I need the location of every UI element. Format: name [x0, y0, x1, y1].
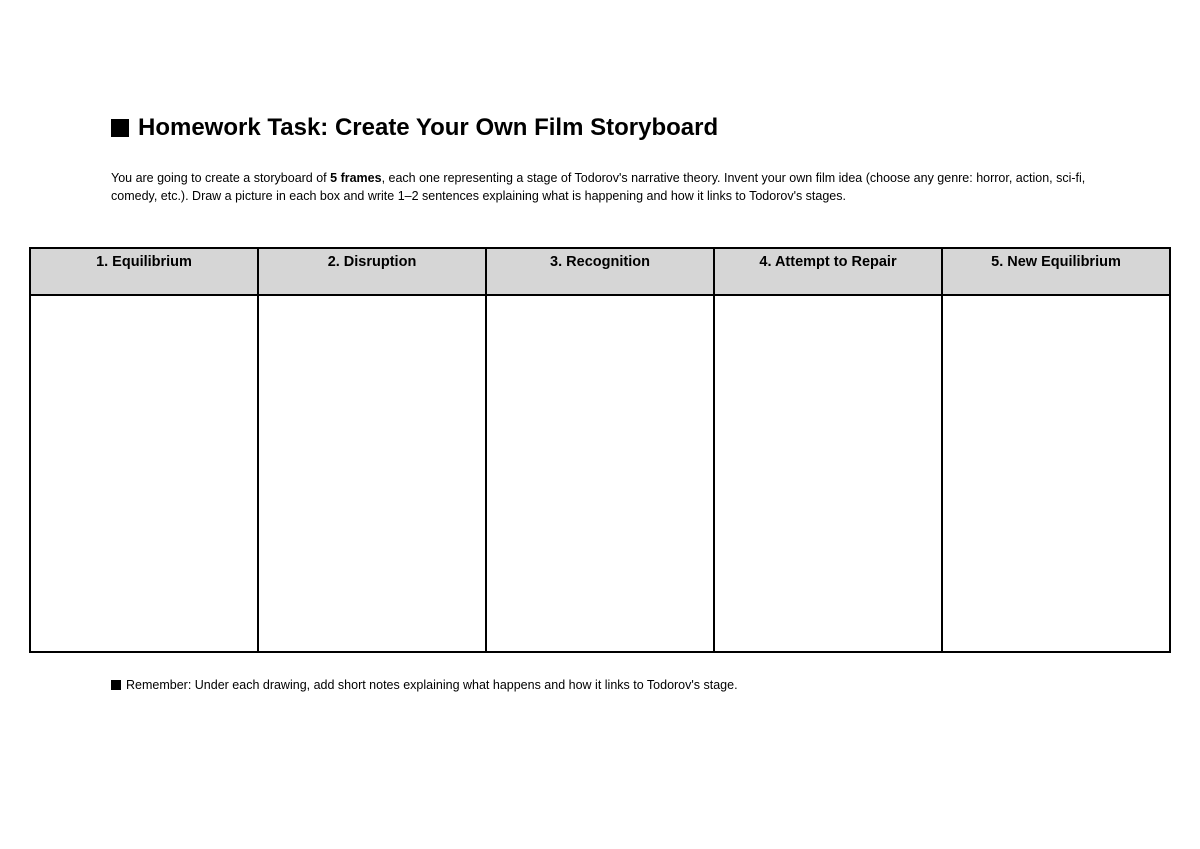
column-header-new-equilibrium: 5. New Equilibrium [942, 248, 1170, 295]
storyboard-frame-2 [258, 295, 486, 652]
storyboard-header-row [30, 248, 1170, 295]
column-header-equilibrium: 1. Equilibrium [30, 248, 258, 295]
black-square-icon [111, 680, 121, 690]
storyboard-frame-4 [714, 295, 942, 652]
storyboard-frame-5 [942, 295, 1170, 652]
storyboard-frame-3 [486, 295, 714, 652]
storyboard-frame-1 [30, 295, 258, 652]
instructions-text-end: , each one representing a stage of Todorov's narrative theory. Invent your own film idea (choose any genre: horror, action, sci-fi, comedy, etc.). Draw a picture in each box and write 1–2 sentences explaining what is happening and how it links to Todorov's stages. [111, 171, 1086, 203]
page-title [111, 114, 718, 142]
column-header-recognition: 3. Recognition [486, 248, 714, 295]
storyboard-table [29, 247, 1171, 653]
reminder-note [111, 678, 738, 692]
instructions-paragraph [111, 170, 1101, 205]
storyboard-frame-row [30, 295, 1170, 652]
reminder-text: Remember: Under each drawing, add short notes explaining what happens and how it links to Todorov's stage. [126, 678, 738, 692]
column-header-attempt-to-repair: 4. Attempt to Repair [714, 248, 942, 295]
page-title-text: Homework Task: Create Your Own Film Storyboard [138, 114, 719, 141]
instructions-emphasis: 5 frames [330, 171, 382, 185]
column-header-disruption: 2. Disruption [258, 248, 486, 295]
instructions-text-start: You are going to create a storyboard of [111, 171, 331, 185]
black-square-icon [111, 119, 129, 137]
